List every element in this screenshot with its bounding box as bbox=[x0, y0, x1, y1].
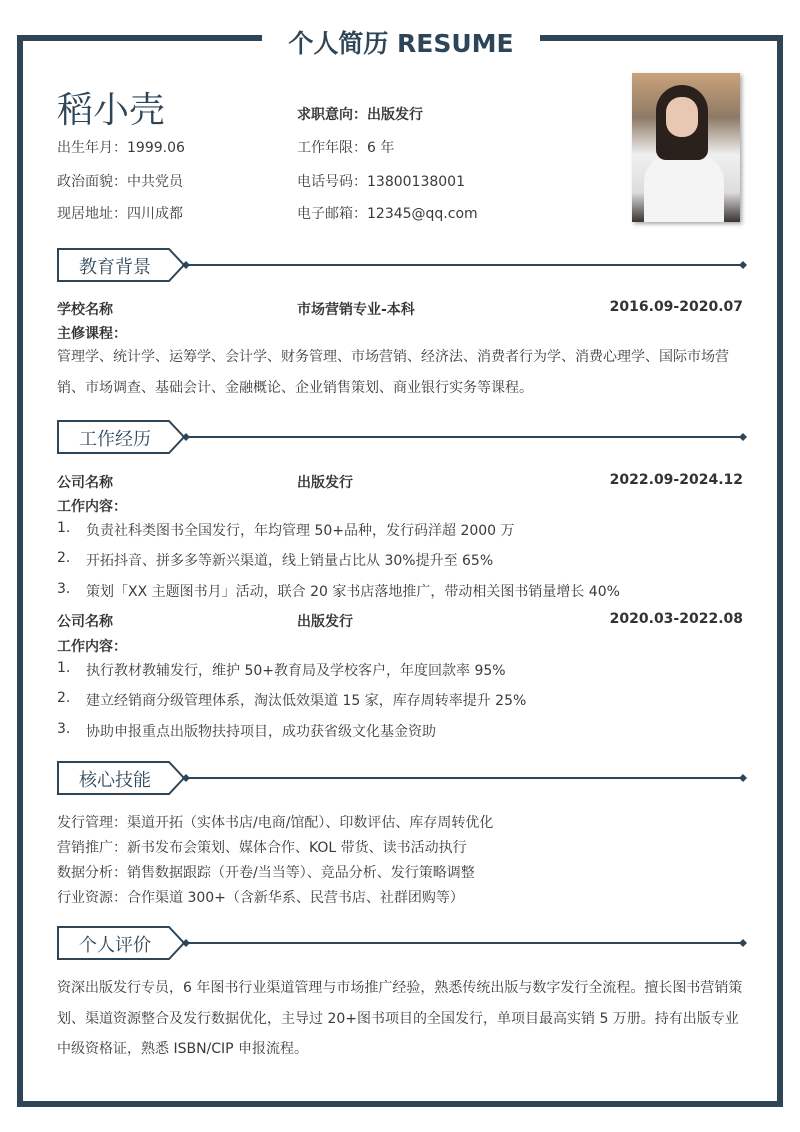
job-period: 2020.03-2022.08 bbox=[609, 611, 743, 627]
section-title: 工作经历 bbox=[79, 429, 151, 450]
person-name: 稻小壳 bbox=[57, 90, 166, 131]
job-position: 出版发行 bbox=[297, 475, 353, 491]
section-tag-shape bbox=[57, 926, 747, 960]
list-number: 3. bbox=[57, 581, 71, 597]
address: 现居地址：四川成都 bbox=[57, 206, 183, 222]
list-item: 执行教材教辅发行，维护 50+教育局及学校客户，年度回款率 95% bbox=[86, 663, 506, 679]
job-position: 出版发行 bbox=[297, 614, 353, 630]
list-number: 1. bbox=[57, 660, 71, 676]
section-title: 核心技能 bbox=[79, 770, 151, 791]
job-period: 2022.09-2024.12 bbox=[609, 472, 743, 488]
courses-label: 主修课程： bbox=[57, 326, 127, 342]
section-header-skills bbox=[57, 761, 747, 795]
work-years: 工作年限：6 年 bbox=[297, 140, 395, 156]
courses-text: 管理学、统计学、运筹学、会计学、财务管理、市场营销、经济法、消费者行为学、消费心理学、国际市场营销、市场调查、基础会计、金融概论、企业销售策划、商业银行实务等课程。 bbox=[57, 349, 729, 396]
skill-item: 营销推广：新书发布会策划、媒体合作、KOL 带货、读书活动执行 bbox=[57, 840, 467, 856]
list-number: 1. bbox=[57, 520, 71, 536]
section-header-education bbox=[57, 248, 747, 282]
list-item: 负责社科类图书全国发行，年均管理 50+品种，发行码洋超 2000 万 bbox=[86, 523, 515, 539]
section-tag-shape bbox=[57, 248, 747, 282]
section-header-evaluation bbox=[57, 926, 747, 960]
job-intention: 求职意向：出版发行 bbox=[297, 107, 423, 123]
company-name: 公司名称 bbox=[57, 475, 113, 491]
work-content-label: 工作内容： bbox=[57, 639, 127, 655]
skill-item: 发行管理：渠道开拓（实体书店/电商/馆配）、印数评估、库存周转优化 bbox=[57, 815, 494, 831]
list-item: 建立经销商分级管理体系，淘汰低效渠道 15 家，库存周转率提升 25% bbox=[86, 693, 527, 709]
list-number: 3. bbox=[57, 721, 71, 737]
phone: 电话号码：13800138001 bbox=[297, 174, 465, 190]
company-name: 公司名称 bbox=[57, 614, 113, 630]
section-header-work bbox=[57, 420, 747, 454]
list-number: 2. bbox=[57, 550, 71, 566]
list-item: 策划「XX 主题图书月」活动，联合 20 家书店落地推广，带动相关图书销量增长 40% bbox=[86, 584, 620, 600]
section-tag-shape bbox=[57, 420, 747, 454]
list-item: 协助申报重点出版物扶持项目，成功获省级文化基金资助 bbox=[86, 724, 436, 740]
email: 电子邮箱：12345@qq.com bbox=[297, 206, 478, 222]
work-content-label: 工作内容： bbox=[57, 499, 127, 515]
evaluation-text: 资深出版发行专员，6 年图书行业渠道管理与市场推广经验，熟悉传统出版与数字发行全流程。擅长图书营销策划、渠道资源整合及发行数据优化，主导过 20+图书项目的全国发行，单项目最高实销 5 万册。持有出版专业中级资格证，熟悉 ISBN/CIP 申报流程。 bbox=[57, 980, 743, 1057]
birth-date: 出生年月：1999.06 bbox=[57, 140, 185, 156]
political-status: 政治面貌：中共党员 bbox=[57, 174, 183, 190]
list-item: 开拓抖音、拼多多等新兴渠道，线上销量占比从 30%提升至 65% bbox=[86, 553, 494, 569]
school-name: 学校名称 bbox=[57, 302, 113, 318]
skill-item: 行业资源：合作渠道 300+（含新华系、民营书店、社群团购等） bbox=[57, 890, 464, 906]
education-period: 2016.09-2020.07 bbox=[609, 299, 743, 315]
section-title: 个人评价 bbox=[79, 935, 151, 956]
section-tag-shape bbox=[57, 761, 747, 795]
resume-title: 个人简历 RESUME bbox=[288, 29, 514, 58]
list-number: 2. bbox=[57, 690, 71, 706]
major: 市场营销专业-本科 bbox=[297, 302, 415, 318]
skill-item: 数据分析：销售数据跟踪（开卷/当当等）、竞品分析、发行策略调整 bbox=[57, 865, 475, 881]
section-title: 教育背景 bbox=[79, 257, 151, 278]
profile-photo bbox=[632, 73, 740, 222]
